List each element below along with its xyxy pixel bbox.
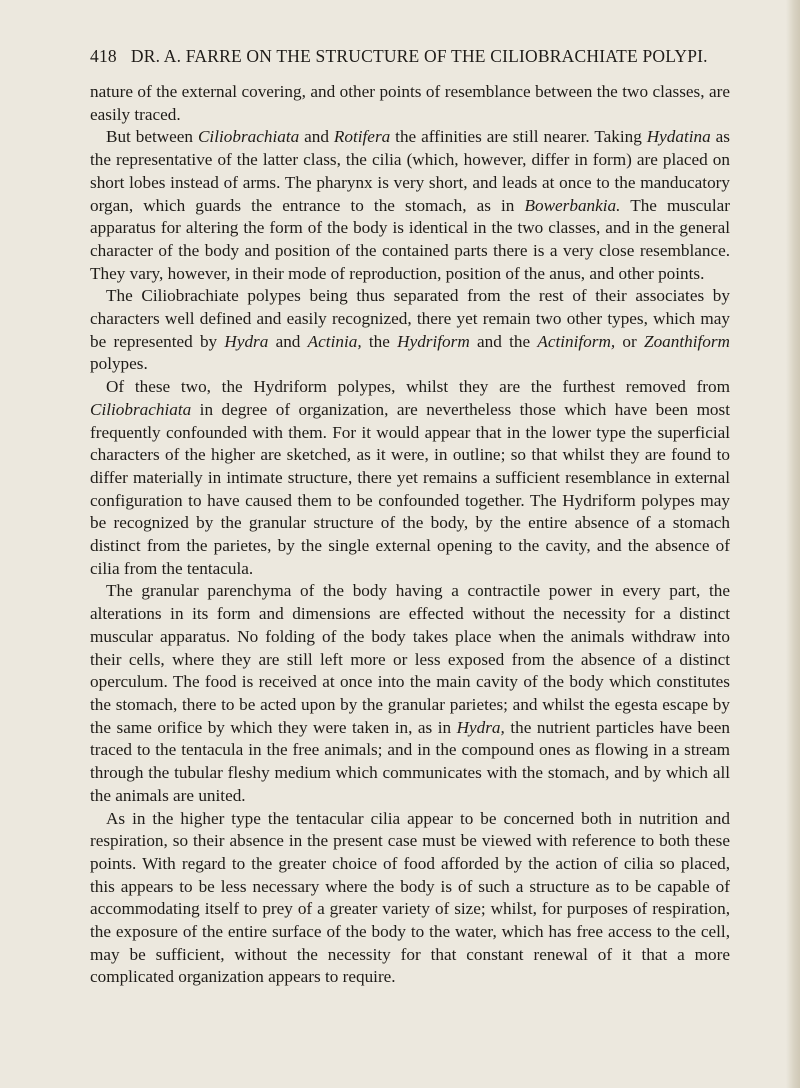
paragraph — [90, 376, 730, 580]
body-text — [90, 81, 730, 989]
text-run: The Ciliobrachiate polypes being thus separated from the rest of their associates by characters well defined and easily recognized, there yet remain two other types, which may be represented by — [90, 286, 730, 351]
text-run: But between — [106, 127, 198, 147]
italic-term: Bowerbankia. — [524, 195, 621, 215]
text-run: as the representative of the latter class, the cilia (which, however, differ in form) are placed on short lobes instead of arms. The pharynx is very short, and leads at once to the manducatory organ, which guards the entrance to the stomach, as in — [90, 127, 730, 215]
running-title: DR. A. FARRE ON THE STRUCTURE OF THE CILIOBRACHIATE POLYPI. — [130, 46, 708, 66]
text-run: the — [361, 331, 398, 351]
text-run: and — [268, 331, 308, 351]
text-run: Of these two, the Hydriform polypes, whilst they are the furthest removed from — [106, 377, 730, 397]
text-run: and the — [469, 331, 538, 351]
italic-term: Actiniform, — [537, 331, 616, 351]
italic-term: Hydatina — [646, 127, 711, 147]
italic-term: Hydra, — [456, 717, 505, 737]
italic-term: Ciliobrachiata — [197, 127, 300, 147]
text-run: and — [299, 127, 334, 147]
paragraph — [90, 126, 730, 285]
text-run: in degree of organization, are nevertheless those which have been most frequently confounded with them. For it would appear that in the lower type the superficial characters of the higher are sketched, as it were, in outline; so that whilst they are found to differ materially in intimate structure, there yet remains a sufficient resemblance in external configuration to have caused them to be confounded together. The Hydriform polypes may be recognized by the granular structure of the body, by the entire absence of a stomach distinct from the parietes, by the single external opening to the cavity, and the absence of cilia from the tentacula. — [90, 399, 730, 578]
text-run: nature of the external covering, and other points of resemblance between the two classes, are easily traced. — [90, 82, 730, 124]
text-run: the nutrient particles have been traced to the tentacula in the free animals; and in the compound ones as flowing in a stream through the tubular fleshy medium which communicates with the stomach, and by which all the animals are united. — [90, 717, 730, 805]
paragraph — [90, 81, 730, 126]
text-run: The granular parenchyma of the body having a contractile power in every part, the alterations in its form and dimensions are effected without the necessity for a distinct muscular apparatus. No folding of the body takes place when the animals withdraw into their cells, where they are still left more or less exposed from the absence of a distinct operculum. The food is received at once into the main cavity of the body which constitutes the stomach, there to be acted upon by the granular parietes; and whilst the egesta escape by the same orifice by which they were taken in, as in — [90, 581, 730, 737]
italic-term: Rotifera — [333, 127, 391, 147]
running-header — [90, 46, 730, 67]
paragraph — [90, 285, 730, 376]
paragraph — [90, 580, 730, 807]
text-run: As in the higher type the tentacular cilia appear to be concerned both in nutrition and respiration, so their absence in the present case must be viewed with reference to both these points. With regard to the greater choice of food afforded by the action of cilia so placed, this appears to be less necessary where the body is of such a structure as to be capable of accommodating itself to prey of a greater variety of size; whilst, for purposes of respiration, the exposure of the entire surface of the body to the water, which has free access to the cell, may be sufficient, without the necessity for that constant renewal of it that a more complicated organization appears to require. — [90, 808, 730, 987]
page-number: 418 — [90, 46, 117, 66]
text-run: the affinities are still nearer. Taking — [390, 127, 647, 147]
italic-term: Actinia, — [307, 331, 362, 351]
italic-term: Zoanthiform — [644, 331, 730, 351]
page-edge-shadow — [786, 0, 800, 1088]
italic-term: Hydra — [224, 331, 269, 351]
text-run: polypes. — [90, 354, 148, 374]
paragraph — [90, 808, 730, 990]
italic-term: Hydriform — [397, 331, 470, 351]
text-run: The muscular apparatus for altering the form of the body is identical in the two classes, and in the general character of the body and position of the contained parts there is a very close resemblance. They vary, however, in their mode of reproduction, position of the anus, and other points. — [90, 195, 730, 283]
text-run: or — [615, 331, 645, 351]
italic-term: Ciliobrachiata — [90, 399, 192, 419]
